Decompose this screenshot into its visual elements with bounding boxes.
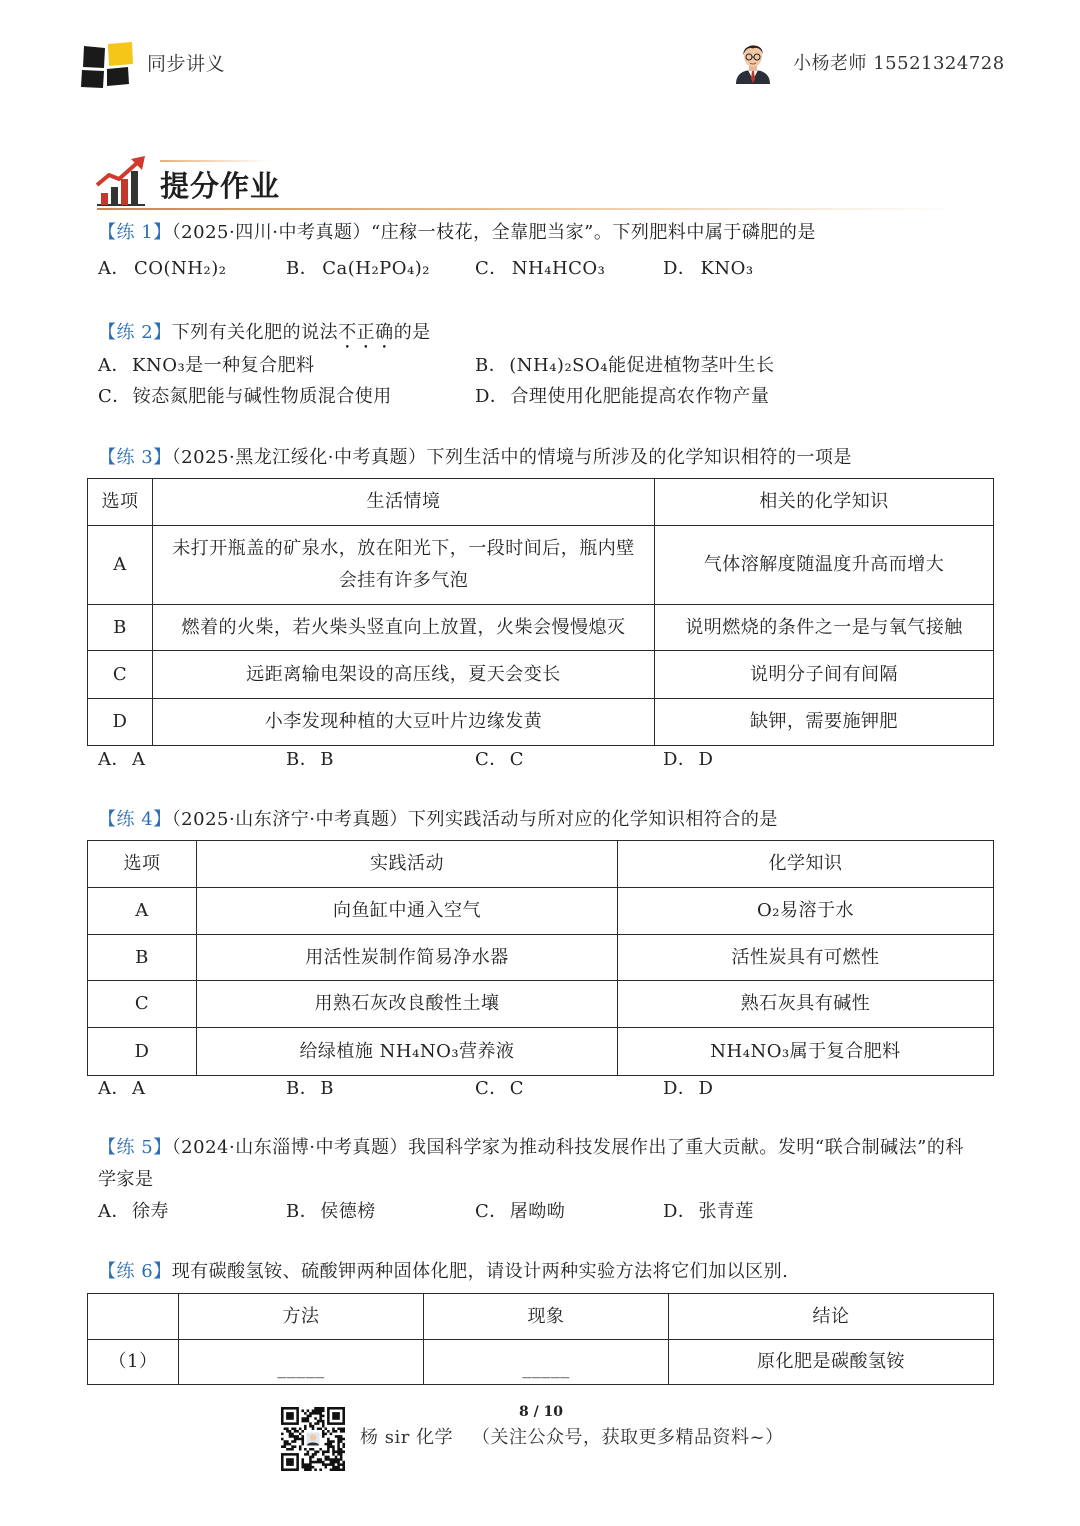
answer-blank: _____ <box>522 1358 570 1379</box>
table-cell-knowledge: 缺钾，需要施钾肥 <box>655 699 994 746</box>
option-label: A． <box>98 1201 130 1222</box>
option-text: 合理使用化肥能提高农作物产量 <box>510 386 770 407</box>
question-2-tag: 【练 2】 <box>98 322 172 343</box>
option-label: B． <box>475 355 508 376</box>
question-6-stem <box>98 1260 788 1284</box>
question-2-options-row-1 <box>98 354 898 378</box>
question-2-options-row-2 <box>98 385 898 409</box>
option-text: D <box>698 749 714 770</box>
question-6-tag: 【练 6】 <box>98 1261 172 1282</box>
table-cell-activity: 向鱼缸中通入空气 <box>197 888 618 935</box>
option-a <box>98 748 286 772</box>
question-6-text: 现有碳酸氢铵、硫酸钾两种固体化肥，请设计两种实验方法将它们加以区别. <box>171 1261 789 1282</box>
option-text: C <box>509 1078 525 1099</box>
option-text: A <box>132 1078 146 1099</box>
question-5-stem <box>98 1136 964 1160</box>
table-header-row <box>88 1294 994 1340</box>
table-cell-option: A <box>88 526 153 605</box>
question-1-text: （2025·四川·中考真题）“庄稼一枝花，全靠肥当家”。下列肥料中属于磷肥的是 <box>171 222 816 243</box>
table-cell-number: （1） <box>88 1340 179 1385</box>
growth-chart-icon <box>95 155 147 207</box>
option-c <box>475 1200 663 1224</box>
qr-center-avatar <box>305 1431 321 1447</box>
teacher-contact: 小杨老师 15521324728 <box>793 53 1005 74</box>
option-label: B． <box>286 1078 319 1099</box>
option-text: KNO₃ <box>700 258 754 279</box>
option-label: C． <box>98 386 131 407</box>
option-a <box>98 257 286 281</box>
table-row <box>88 526 994 605</box>
question-2-text-end: 的是 <box>393 322 431 343</box>
option-c <box>475 257 663 281</box>
option-label: D． <box>663 749 697 770</box>
table-header-cell: 选项 <box>88 479 153 526</box>
table-cell-situation: 远距离输电架设的高压线，夏天会变长 <box>153 651 655 699</box>
table-cell-knowledge: 熟石灰具有碱性 <box>618 981 994 1028</box>
table-row <box>88 699 994 746</box>
option-label: D． <box>663 258 697 279</box>
option-label: B． <box>286 258 319 279</box>
option-text: 徐寿 <box>132 1201 169 1222</box>
question-5-stem-continued: 学家是 <box>98 1169 154 1190</box>
option-text: Ca(H₂PO₄)₂ <box>322 258 430 279</box>
table-cell-option: C <box>88 981 197 1028</box>
table-row <box>88 1340 994 1385</box>
option-b <box>286 1200 475 1224</box>
situation-line: 会挂有许多气泡 <box>338 570 469 591</box>
question-6-table <box>87 1293 994 1385</box>
option-b <box>286 257 475 281</box>
question-3-options <box>98 748 878 772</box>
option-d <box>663 1200 878 1224</box>
question-2-emphasis: 不正确 <box>338 322 394 343</box>
table-cell-knowledge: 说明燃烧的条件之一是与氧气接触 <box>655 605 994 651</box>
page-number: 8 / 10 <box>518 1404 564 1420</box>
table-cell-option: D <box>88 699 153 746</box>
table-header-row <box>88 841 994 888</box>
option-label: A． <box>98 258 130 279</box>
table-cell-knowledge: O₂易溶于水 <box>618 888 994 935</box>
table-cell-situation: 小李发现种植的大豆叶片边缘发黄 <box>153 699 655 746</box>
option-c <box>98 385 475 409</box>
table-cell-situation: 燃着的火柴，若火柴头竖直向上放置，火柴会慢慢熄灭 <box>153 605 655 651</box>
table-cell-activity: 用熟石灰改良酸性土壤 <box>197 981 618 1028</box>
option-label: C． <box>475 749 508 770</box>
question-3-stem <box>98 446 852 470</box>
option-text: B <box>320 749 334 770</box>
option-d <box>663 1077 878 1101</box>
table-header-cell: 相关的化学知识 <box>655 479 994 526</box>
option-a <box>98 1200 286 1224</box>
question-4-stem <box>98 808 778 832</box>
question-3-tag: 【练 3】 <box>98 447 172 468</box>
table-header-cell: 实践活动 <box>197 841 618 888</box>
table-cell-knowledge: 活性炭具有可燃性 <box>618 935 994 981</box>
question-4-options <box>98 1077 878 1101</box>
table-header-cell: 生活情境 <box>153 479 655 526</box>
option-a <box>98 354 475 378</box>
option-d <box>663 748 878 772</box>
table-header-cell: 现象 <box>424 1294 669 1340</box>
title-top-rule <box>160 160 270 162</box>
question-4-table <box>87 840 994 1076</box>
table-row <box>88 935 994 981</box>
account-name: 杨 sir 化学 <box>360 1427 454 1448</box>
option-label: A． <box>98 1078 130 1099</box>
option-b <box>286 1077 475 1101</box>
question-2-stem <box>98 321 431 345</box>
qr-finder-pattern <box>327 1407 345 1425</box>
table-row <box>88 981 994 1028</box>
option-text: D <box>698 1078 714 1099</box>
question-1-stem <box>98 221 816 245</box>
table-cell-knowledge: 说明分子间有间隔 <box>655 651 994 699</box>
table-row <box>88 651 994 699</box>
option-d <box>475 385 898 409</box>
question-3-table <box>87 478 994 746</box>
option-label: D． <box>663 1078 697 1099</box>
option-a <box>98 1077 286 1101</box>
table-cell-option: D <box>88 1028 197 1076</box>
option-text: B <box>320 1078 334 1099</box>
option-text: C <box>509 749 525 770</box>
table-cell-option: B <box>88 935 197 981</box>
option-text: A <box>132 749 146 770</box>
option-label: A． <box>98 355 130 376</box>
table-row <box>88 888 994 935</box>
table-header-cell-empty <box>88 1294 179 1340</box>
table-cell-option: C <box>88 651 153 699</box>
table-cell-activity: 给绿植施 NH₄NO₃营养液 <box>197 1028 618 1076</box>
table-cell-phenomenon <box>424 1340 669 1385</box>
option-text: CO(NH₂)₂ <box>134 258 227 279</box>
table-row <box>88 1028 994 1076</box>
option-d <box>663 257 878 281</box>
option-text: 屠呦呦 <box>509 1201 566 1222</box>
table-row <box>88 605 994 651</box>
question-5-text: （2024·山东淄博·中考真题）我国科学家为推动科技发展作出了重大贡献。发明“联合制碱法”的科 <box>171 1137 964 1158</box>
qr-code <box>281 1407 345 1471</box>
brand-label: 同步讲义 <box>147 53 226 75</box>
option-label: C． <box>475 258 508 279</box>
option-label: D． <box>475 386 509 407</box>
table-cell-conclusion: 原化肥是碳酸氢铵 <box>669 1340 994 1385</box>
question-5-tag: 【练 5】 <box>98 1137 172 1158</box>
option-label: C． <box>475 1201 508 1222</box>
table-cell-option: B <box>88 605 153 651</box>
table-header-row <box>88 479 994 526</box>
option-text: 侯德榜 <box>320 1201 376 1222</box>
question-4-text: （2025·山东济宁·中考真题）下列实践活动与所对应的化学知识相符合的是 <box>171 809 778 830</box>
table-cell-knowledge: NH₄NO₃属于复合肥料 <box>618 1028 994 1076</box>
option-label: B． <box>286 1201 319 1222</box>
option-label: A． <box>98 749 130 770</box>
section-title: 提分作业 <box>160 169 281 203</box>
situation-line: 未打开瓶盖的矿泉水，放在阳光下，一段时间后，瓶内壁 <box>172 538 635 559</box>
answer-blank: _____ <box>277 1358 325 1379</box>
teacher-avatar-icon <box>733 40 773 84</box>
question-5-options <box>98 1200 878 1224</box>
question-2-text: 下列有关化肥的说法 <box>171 322 339 343</box>
table-header-cell: 选项 <box>88 841 197 888</box>
table-cell-option: A <box>88 888 197 935</box>
table-cell-situation <box>153 526 655 605</box>
option-label: C． <box>475 1078 508 1099</box>
qr-finder-pattern <box>281 1407 299 1425</box>
option-text: (NH₄)₂SO₄能促进植物茎叶生长 <box>509 355 775 376</box>
option-label: D． <box>663 1201 697 1222</box>
option-text: KNO₃是一种复合肥料 <box>132 355 315 376</box>
option-label: B． <box>286 749 319 770</box>
table-cell-knowledge: 气体溶解度随温度升高而增大 <box>655 526 994 605</box>
option-text: NH₄HCO₃ <box>511 258 606 279</box>
question-1-tag: 【练 1】 <box>98 222 172 243</box>
option-text: 张青莲 <box>698 1201 754 1222</box>
table-cell-activity: 用活性炭制作简易净水器 <box>197 935 618 981</box>
qr-finder-pattern <box>281 1453 299 1471</box>
brand-logo-icon <box>80 42 136 90</box>
option-c <box>475 1077 663 1101</box>
table-cell-method <box>179 1340 424 1385</box>
option-c <box>475 748 663 772</box>
follow-note: （关注公众号，获取更多精品资料~） <box>472 1427 784 1448</box>
table-header-cell: 化学知识 <box>618 841 994 888</box>
title-underline <box>97 208 957 210</box>
option-b <box>475 354 898 378</box>
question-1-options <box>98 257 878 281</box>
question-3-text: （2025·黑龙江绥化·中考真题）下列生活中的情境与所涉及的化学知识相符的一项是 <box>171 447 852 468</box>
option-text: 铵态氮肥能与碱性物质混合使用 <box>132 386 392 407</box>
question-4-tag: 【练 4】 <box>98 809 172 830</box>
table-header-cell: 结论 <box>669 1294 994 1340</box>
option-b <box>286 748 475 772</box>
table-header-cell: 方法 <box>179 1294 424 1340</box>
